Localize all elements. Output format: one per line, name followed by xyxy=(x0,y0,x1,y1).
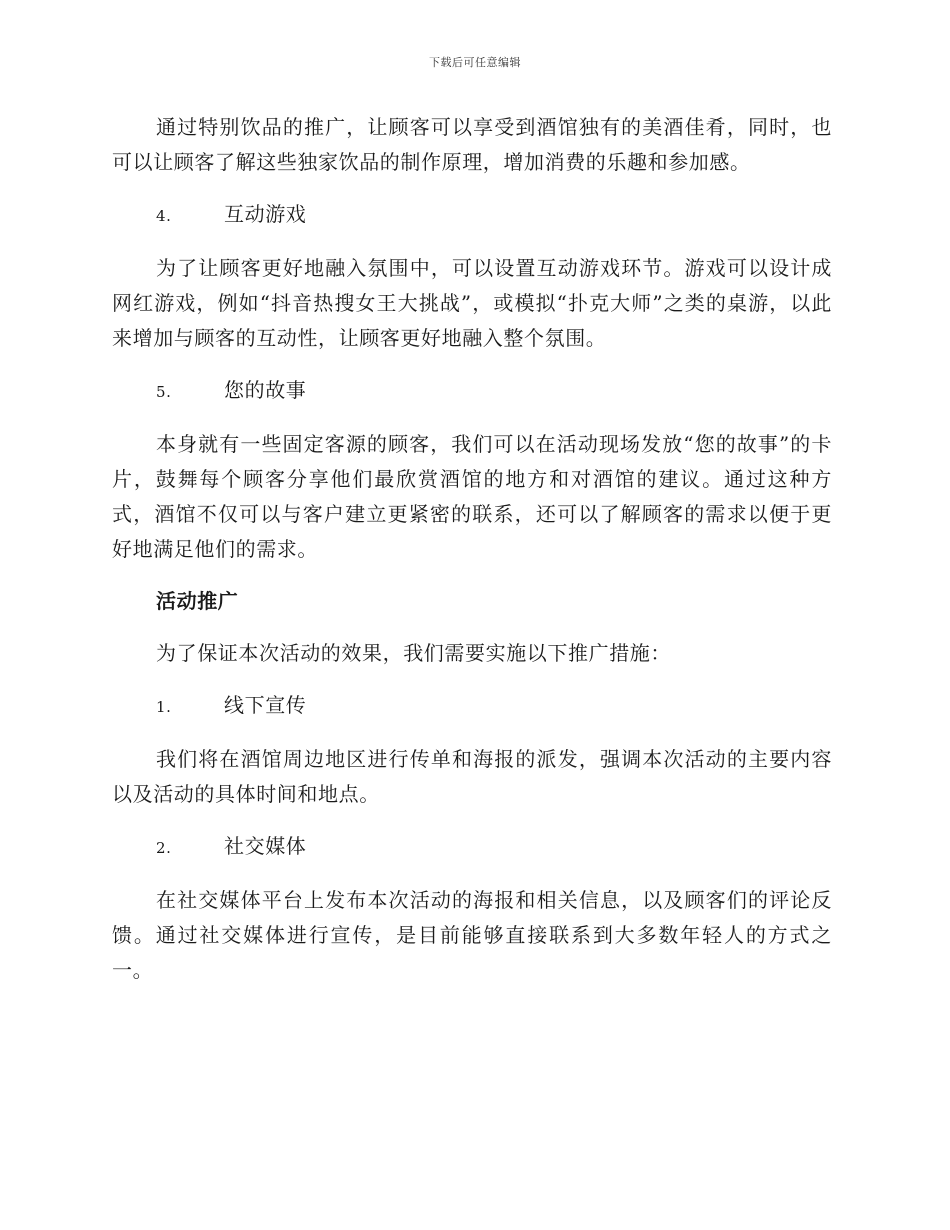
list-number: 1. xyxy=(156,698,172,716)
list-label: 您的故事 xyxy=(224,378,307,402)
paragraph-your-story: 本身就有一些固定客源的顾客，我们可以在活动现场发放“您的故事”的卡片，鼓舞每个顾客分享他们最欣赏酒馆的地方和对酒馆的建议。通过这种方式，酒馆不仅可以与客户建立更紧密的联系，还可以了解顾客的需求以便于更好地满足他们的需求。 xyxy=(112,432,832,561)
document-body xyxy=(112,110,832,988)
list-number: 2. xyxy=(156,839,172,857)
list-item-social-media xyxy=(112,829,832,866)
list-number: 4. xyxy=(156,207,172,225)
list-number: 5. xyxy=(156,383,172,401)
paragraph-offline-promotion: 我们将在酒馆周边地区进行传单和海报的派发，强调本次活动的主要内容以及活动的具体时间和地点。 xyxy=(112,747,832,806)
list-item-offline-promotion xyxy=(112,688,832,725)
list-label: 社交媒体 xyxy=(224,834,307,858)
paragraph-promotion-intro: 为了保证本次活动的效果，我们需要实施以下推广措施： xyxy=(156,641,671,665)
paragraph-special-drinks: 通过特别饮品的推广，让顾客可以享受到酒馆独有的美酒佳肴，同时，也可以让顾客了解这些独家饮品的制作原理，增加消费的乐趣和参加感。 xyxy=(112,115,832,174)
list-item-interactive-games xyxy=(112,197,832,234)
paragraph-social-media: 在社交媒体平台上发布本次活动的海报和相关信息，以及顾客们的评论反馈。通过社交媒体进行宣传，是目前能够直接联系到大多数年轻人的方式之一。 xyxy=(112,888,832,982)
list-label: 互动游戏 xyxy=(224,202,307,226)
list-label: 线下宣传 xyxy=(224,693,307,717)
paragraph-interactive-games: 为了让顾客更好地融入氛围中，可以设置互动游戏环节。游戏可以设计成网红游戏，例如“抖音热搜女王大挑战”，或模拟“扑克大师”之类的桌游，以此来增加与顾客的互动性，让顾客更好地融入整个氛围。 xyxy=(112,256,832,350)
list-item-your-story xyxy=(112,373,832,410)
page-header: 下载后可任意编辑 xyxy=(429,56,521,69)
section-heading-promotion: 活动推广 xyxy=(156,589,239,613)
